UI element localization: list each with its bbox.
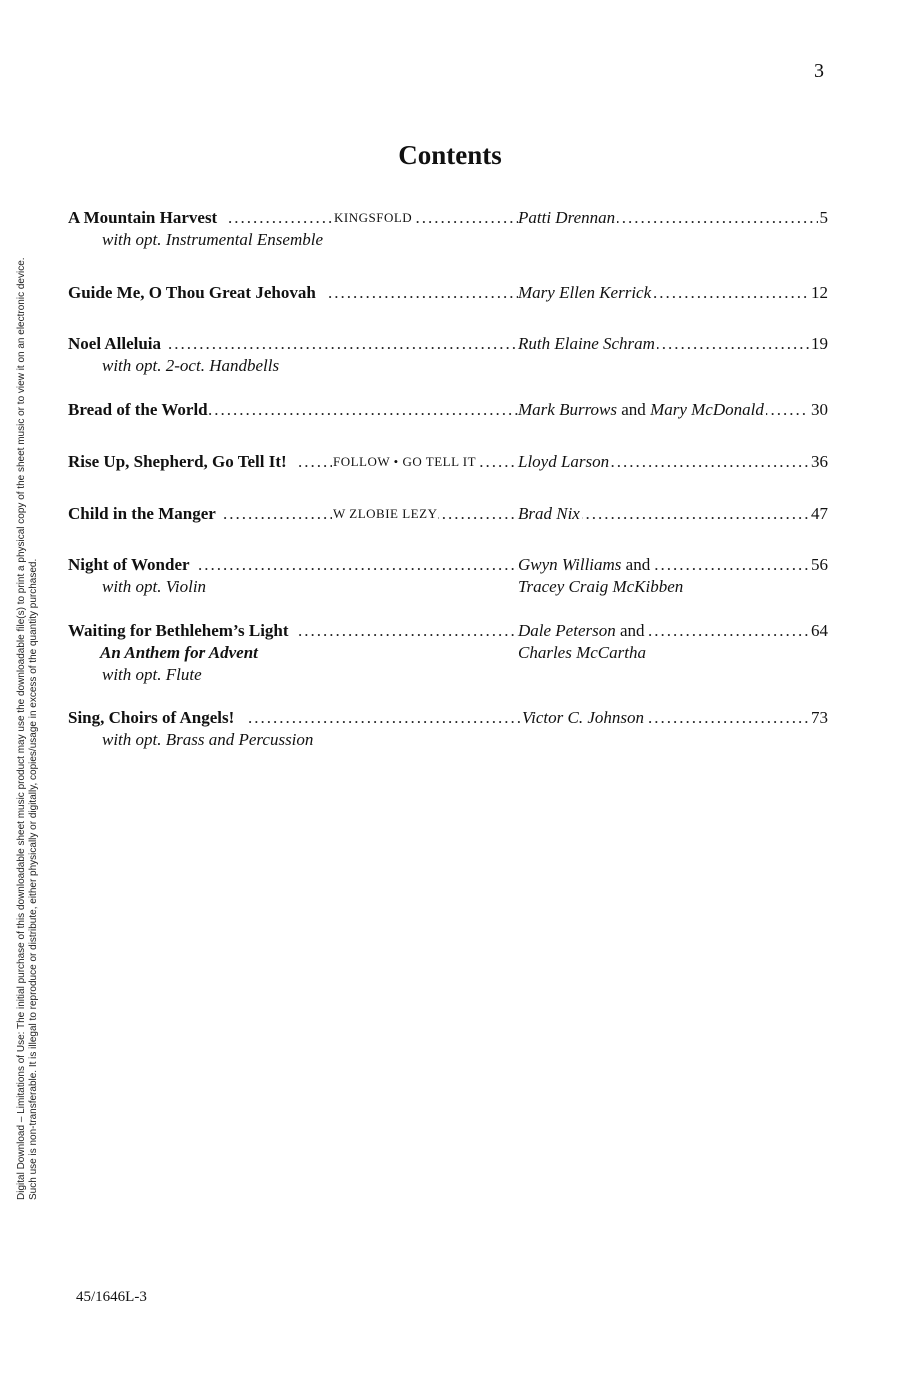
catalog-code: 45/1646L-3: [76, 1289, 147, 1305]
leader-dots: [198, 554, 818, 576]
toc-subtitle: with opt. Violin: [102, 577, 207, 596]
toc-composer-a: Gwyn Williams: [518, 555, 622, 574]
toc-title: Rise Up, Shepherd, Go Tell It!: [68, 452, 287, 471]
toc-and: and: [621, 400, 646, 419]
toc-composer: Mary Ellen Kerrick: [518, 283, 652, 302]
toc-title: Bread of the World: [68, 400, 208, 419]
toc-composer: Ruth Elaine Schram: [518, 334, 655, 353]
page-number: 3: [814, 60, 824, 82]
toc-composer: Lloyd Larson: [518, 452, 610, 471]
toc-title: Child in the Manger: [68, 504, 216, 523]
toc-page: 19: [811, 334, 828, 353]
usage-notice-line-1: Digital Download – Limitations of Use: The initial purchase of this downloadable sheet music product may use the downloadable file(s) to print a physical copy of the sheet music or to view it on an electronic device.: [16, 257, 27, 1200]
toc-title: Guide Me, O Thou Great Jehovah: [68, 283, 316, 302]
toc-composer-second: Charles McCartha: [518, 643, 646, 662]
leader-dots: [168, 333, 818, 355]
toc-composer-b: Mary McDonald: [650, 400, 764, 419]
toc-composer-second: Tracey Craig McKibben: [518, 577, 684, 596]
toc-page: 47: [811, 504, 828, 523]
toc-tune: FOLLOW • GO TELL IT: [332, 451, 477, 473]
toc-title: Sing, Choirs of Angels!: [68, 708, 235, 727]
toc-page: 73: [811, 708, 828, 727]
toc-page: 36: [811, 452, 828, 471]
toc-composer: Brad Nix: [518, 504, 580, 523]
toc-page: 30: [811, 400, 828, 419]
toc-composer: [518, 399, 766, 421]
toc-subtitle-emphasis: An Anthem for Advent: [100, 643, 258, 662]
toc-page: 56: [811, 555, 828, 574]
toc-subtitle: with opt. Flute: [102, 665, 202, 684]
toc-title: Night of Wonder: [68, 555, 190, 574]
toc-page: 5: [819, 208, 828, 227]
toc-and: and: [619, 621, 645, 640]
toc-composer: [518, 620, 647, 642]
toc-composer-a: Dale Peterson: [518, 621, 616, 640]
toc-composer-a: Mark Burrows: [518, 400, 618, 419]
toc-page: 12: [811, 283, 828, 302]
toc-tune: W ZLOBIE LEZY: [332, 503, 438, 525]
toc-composer: Victor C. Johnson: [522, 708, 644, 727]
toc-page: 64: [811, 621, 828, 640]
page-title: Contents: [398, 140, 502, 170]
toc-title: Waiting for Bethlehem’s Light: [68, 621, 289, 640]
toc-title: Noel Alleluia: [68, 334, 162, 353]
usage-notice-line-2: Such use is non-transferable. It is illegal to reproduce or distribute, either physically or digitally, copies/usage in excess of the quantity purchased.: [28, 558, 39, 1200]
toc-subtitle: with opt. 2-oct. Handbells: [102, 356, 280, 375]
toc-subtitle: with opt. Brass and Percussion: [102, 730, 314, 749]
toc-subtitle: with opt. Instrumental Ensemble: [102, 230, 323, 249]
toc-and: and: [625, 555, 651, 574]
toc-title: A Mountain Harvest: [68, 208, 218, 227]
toc-composer: Patti Drennan: [518, 208, 616, 227]
toc-composer: [518, 554, 652, 576]
toc-tune: KINGSFOLD: [333, 207, 413, 229]
